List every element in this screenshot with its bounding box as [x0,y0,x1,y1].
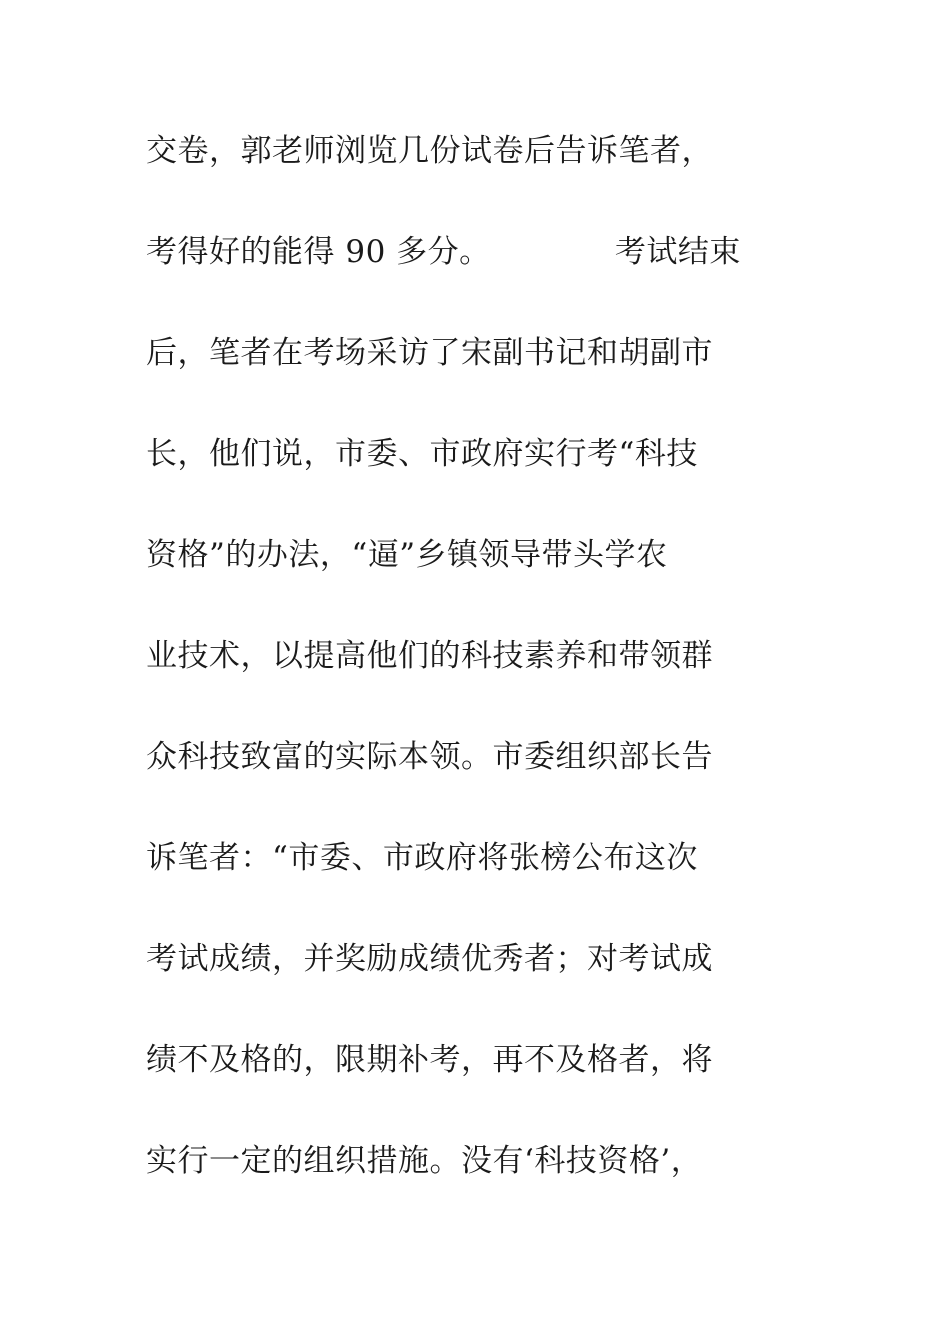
text-line: 考试成绩，并奖励成绩优秀者；对考试成 [146,941,713,977]
text-line: 业技术，以提高他们的科技素养和带领群 [146,638,713,674]
text-line: 绩不及格的，限期补考，再不及格者，将 [146,1042,713,1078]
text-line: 众科技致富的实际本领。市委组织部长告 [146,739,713,775]
text-line: 实行一定的组织措施。没有‘科技资格’， [146,1143,703,1179]
text-line: 诉笔者：“市委、市政府将张榜公布这次 [146,840,698,876]
text-line: 考得好的能得 90 多分。 考试结束 [146,234,741,270]
text-line: 交卷，郭老师浏览几份试卷后告诉笔者， [146,133,713,169]
text-line: 长，他们说，市委、市政府实行考“科技 [146,436,698,472]
body-text [146,121,806,1232]
text-line: 资格”的办法，“逼”乡镇领导带头学农 [146,537,668,573]
text-line: 后，笔者在考场采访了宋副书记和胡副市 [146,335,713,371]
